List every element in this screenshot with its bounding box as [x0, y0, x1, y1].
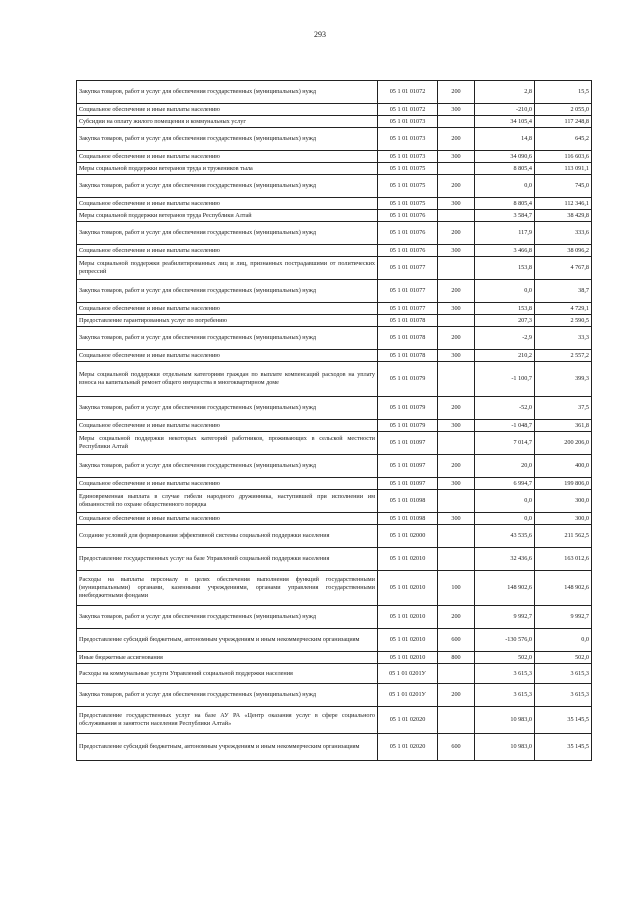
kbk-code-cell: 05 1 01 01077: [378, 257, 438, 280]
expense-type-cell: 300: [438, 350, 475, 362]
amount-change-cell: -1 048,7: [475, 420, 535, 432]
kbk-code-cell: 05 1 01 02010: [378, 606, 438, 629]
expense-type-cell: 200: [438, 684, 475, 707]
row-name-cell: Закупка товаров, работ и услуг для обеспечения государственных (муниципальных) нужд: [77, 175, 378, 198]
expense-type-cell: 600: [438, 629, 475, 652]
amount-change-cell: 117,9: [475, 222, 535, 245]
kbk-code-cell: 05 1 01 01098: [378, 513, 438, 525]
expense-type-cell: [438, 664, 475, 684]
kbk-code-cell: 05 1 01 01076: [378, 222, 438, 245]
amount-total-cell: 2 557,2: [535, 350, 592, 362]
amount-total-cell: 4 767,8: [535, 257, 592, 280]
amount-total-cell: 333,6: [535, 222, 592, 245]
amount-total-cell: 117 248,8: [535, 116, 592, 128]
amount-change-cell: 10 983,0: [475, 707, 535, 734]
amount-change-cell: 3 615,3: [475, 664, 535, 684]
amount-change-cell: -2,9: [475, 327, 535, 350]
row-name-cell: Закупка товаров, работ и услуг для обеспечения государственных (муниципальных) нужд: [77, 327, 378, 350]
row-name-cell: Предоставление субсидий бюджетным, автономным учреждениям и иным некоммерческим организациям: [77, 629, 378, 652]
expense-type-cell: 600: [438, 734, 475, 761]
expense-type-cell: 200: [438, 175, 475, 198]
row-name-cell: Предоставление государственных услуг на базе АУ РА «Центр оказания услуг в сфере социального обслуживания и занятости населения Республики Алтай»: [77, 707, 378, 734]
expense-type-cell: 300: [438, 420, 475, 432]
amount-total-cell: 211 562,5: [535, 525, 592, 548]
amount-change-cell: 34 105,4: [475, 116, 535, 128]
row-name-cell: Закупка товаров, работ и услуг для обеспечения государственных (муниципальных) нужд: [77, 128, 378, 151]
amount-change-cell: -130 576,0: [475, 629, 535, 652]
row-name-cell: Закупка товаров, работ и услуг для обеспечения государственных (муниципальных) нужд: [77, 280, 378, 303]
amount-change-cell: 10 983,0: [475, 734, 535, 761]
amount-total-cell: 148 902,6: [535, 571, 592, 606]
kbk-code-cell: 05 1 01 01097: [378, 455, 438, 478]
table-row: [77, 455, 592, 478]
row-name-cell: Единовременная выплата в случае гибели народного дружинника, наступившей при исполнении им обязанностей по охране общественного порядка: [77, 490, 378, 513]
row-name-cell: Меры социальной поддержки ветеранов труда и тружеников тыла: [77, 163, 378, 175]
amount-total-cell: 199 806,0: [535, 478, 592, 490]
kbk-code-cell: 05 1 01 01097: [378, 478, 438, 490]
amount-change-cell: 20,0: [475, 455, 535, 478]
kbk-code-cell: 05 1 01 01097: [378, 432, 438, 455]
amount-total-cell: 2 590,5: [535, 315, 592, 327]
amount-total-cell: 3 615,3: [535, 684, 592, 707]
amount-total-cell: 163 012,6: [535, 548, 592, 571]
amount-total-cell: 300,0: [535, 490, 592, 513]
kbk-code-cell: 05 1 01 01098: [378, 490, 438, 513]
row-name-cell: Предоставление государственных услуг на базе Управлений социальной поддержки населения: [77, 548, 378, 571]
expense-type-cell: [438, 548, 475, 571]
amount-change-cell: 210,2: [475, 350, 535, 362]
table-row: [77, 280, 592, 303]
amount-total-cell: 38 096,2: [535, 245, 592, 257]
amount-total-cell: 2 055,0: [535, 104, 592, 116]
kbk-code-cell: 05 1 01 01075: [378, 163, 438, 175]
row-name-cell: Субсидии на оплату жилого помещения и коммунальных услуг: [77, 116, 378, 128]
amount-total-cell: 3 615,3: [535, 664, 592, 684]
amount-total-cell: 116 603,6: [535, 151, 592, 163]
amount-total-cell: 35 145,5: [535, 734, 592, 761]
amount-total-cell: 35 145,5: [535, 707, 592, 734]
table-row: [77, 257, 592, 280]
kbk-code-cell: 05 1 01 01073: [378, 116, 438, 128]
expense-type-cell: 300: [438, 245, 475, 257]
table-row: [77, 606, 592, 629]
amount-change-cell: 14,8: [475, 128, 535, 151]
row-name-cell: Расходы на выплаты персоналу в целях обеспечения выполнения функций государственными (муниципальными) органами, казенными учреждениями, органами управления государственными внебюджетными фондами: [77, 571, 378, 606]
amount-change-cell: 0,0: [475, 513, 535, 525]
amount-total-cell: 37,5: [535, 397, 592, 420]
table-row: [77, 548, 592, 571]
amount-total-cell: 33,3: [535, 327, 592, 350]
expense-type-cell: 300: [438, 513, 475, 525]
amount-change-cell: 43 535,6: [475, 525, 535, 548]
table-row: [77, 652, 592, 664]
amount-total-cell: 399,3: [535, 362, 592, 397]
kbk-code-cell: 05 1 01 01078: [378, 327, 438, 350]
kbk-code-cell: 05 1 01 01077: [378, 303, 438, 315]
amount-change-cell: 7 014,7: [475, 432, 535, 455]
table-row: [77, 525, 592, 548]
table-row: [77, 513, 592, 525]
table-row: [77, 303, 592, 315]
kbk-code-cell: 05 1 01 02000: [378, 525, 438, 548]
kbk-code-cell: 05 1 01 01077: [378, 280, 438, 303]
kbk-code-cell: 05 1 01 01078: [378, 315, 438, 327]
amount-change-cell: 153,8: [475, 303, 535, 315]
amount-change-cell: 3 466,8: [475, 245, 535, 257]
amount-total-cell: 0,0: [535, 629, 592, 652]
amount-total-cell: 9 992,7: [535, 606, 592, 629]
table-row: [77, 397, 592, 420]
expense-type-cell: 200: [438, 128, 475, 151]
expense-type-cell: [438, 116, 475, 128]
table-row: [77, 478, 592, 490]
amount-change-cell: -210,0: [475, 104, 535, 116]
kbk-code-cell: 05 1 01 0201У: [378, 664, 438, 684]
amount-total-cell: 15,5: [535, 81, 592, 104]
row-name-cell: Социальное обеспечение и иные выплаты населению: [77, 350, 378, 362]
row-name-cell: Меры социальной поддержки отдельным категориям граждан по выплате компенсаций расходов на уплату взноса на капитальный ремонт общего имущества в многоквартирном доме: [77, 362, 378, 397]
table-row: [77, 151, 592, 163]
row-name-cell: Социальное обеспечение и иные выплаты населению: [77, 104, 378, 116]
amount-total-cell: 645,2: [535, 128, 592, 151]
row-name-cell: Социальное обеспечение и иные выплаты населению: [77, 420, 378, 432]
table-row: [77, 734, 592, 761]
table-row: [77, 315, 592, 327]
amount-change-cell: 153,8: [475, 257, 535, 280]
table-row: [77, 362, 592, 397]
kbk-code-cell: 05 1 01 01079: [378, 420, 438, 432]
row-name-cell: Расходы на коммунальные услуги Управлений социальной поддержки населения: [77, 664, 378, 684]
row-name-cell: Социальное обеспечение и иные выплаты населению: [77, 513, 378, 525]
kbk-code-cell: 05 1 01 01073: [378, 151, 438, 163]
amount-total-cell: 300,0: [535, 513, 592, 525]
kbk-code-cell: 05 1 01 01079: [378, 362, 438, 397]
row-name-cell: Социальное обеспечение и иные выплаты населению: [77, 151, 378, 163]
kbk-code-cell: 05 1 01 02020: [378, 734, 438, 761]
kbk-code-cell: 05 1 01 02010: [378, 629, 438, 652]
amount-change-cell: 9 992,7: [475, 606, 535, 629]
expense-type-cell: [438, 362, 475, 397]
amount-change-cell: 148 902,6: [475, 571, 535, 606]
table-row: [77, 81, 592, 104]
expense-type-cell: 200: [438, 327, 475, 350]
table-row: [77, 420, 592, 432]
kbk-code-cell: 05 1 01 02020: [378, 707, 438, 734]
page-number: 293: [314, 30, 326, 39]
table-row: [77, 490, 592, 513]
amount-change-cell: 0,0: [475, 490, 535, 513]
expense-type-cell: 200: [438, 606, 475, 629]
amount-change-cell: 34 090,6: [475, 151, 535, 163]
amount-change-cell: 8 805,4: [475, 163, 535, 175]
expense-type-cell: [438, 707, 475, 734]
amount-change-cell: 0,0: [475, 280, 535, 303]
amount-change-cell: 502,0: [475, 652, 535, 664]
amount-total-cell: 4 729,1: [535, 303, 592, 315]
amount-change-cell: 6 994,7: [475, 478, 535, 490]
row-name-cell: Закупка товаров, работ и услуг для обеспечения государственных (муниципальных) нужд: [77, 81, 378, 104]
row-name-cell: Закупка товаров, работ и услуг для обеспечения государственных (муниципальных) нужд: [77, 684, 378, 707]
expense-type-cell: 300: [438, 198, 475, 210]
row-name-cell: Закупка товаров, работ и услуг для обеспечения государственных (муниципальных) нужд: [77, 455, 378, 478]
row-name-cell: Социальное обеспечение и иные выплаты населению: [77, 478, 378, 490]
kbk-code-cell: 05 1 01 01073: [378, 128, 438, 151]
table-row: [77, 327, 592, 350]
amount-change-cell: 207,3: [475, 315, 535, 327]
table-row: [77, 707, 592, 734]
row-name-cell: Предоставление субсидий бюджетным, автономным учреждениям и иным некоммерческим организациям: [77, 734, 378, 761]
table-row: [77, 104, 592, 116]
expense-type-cell: 200: [438, 222, 475, 245]
expense-type-cell: [438, 163, 475, 175]
table-row: [77, 432, 592, 455]
amount-total-cell: 361,8: [535, 420, 592, 432]
expense-type-cell: 300: [438, 151, 475, 163]
row-name-cell: Социальное обеспечение и иные выплаты населению: [77, 303, 378, 315]
amount-change-cell: 3 584,7: [475, 210, 535, 222]
row-name-cell: Закупка товаров, работ и услуг для обеспечения государственных (муниципальных) нужд: [77, 606, 378, 629]
amount-change-cell: -52,0: [475, 397, 535, 420]
expense-type-cell: [438, 315, 475, 327]
budget-table-body: [77, 81, 592, 761]
row-name-cell: Меры социальной поддержки ветеранов труда Республики Алтай: [77, 210, 378, 222]
amount-total-cell: 200 206,0: [535, 432, 592, 455]
table-row: [77, 245, 592, 257]
table-row: [77, 664, 592, 684]
kbk-code-cell: 05 1 01 01076: [378, 245, 438, 257]
amount-total-cell: 502,0: [535, 652, 592, 664]
expense-type-cell: [438, 210, 475, 222]
amount-total-cell: 112 346,1: [535, 198, 592, 210]
table-row: [77, 128, 592, 151]
kbk-code-cell: 05 1 01 01075: [378, 175, 438, 198]
kbk-code-cell: 05 1 01 0201У: [378, 684, 438, 707]
kbk-code-cell: 05 1 01 02010: [378, 548, 438, 571]
amount-total-cell: 38 429,8: [535, 210, 592, 222]
kbk-code-cell: 05 1 01 02010: [378, 571, 438, 606]
kbk-code-cell: 05 1 01 01075: [378, 198, 438, 210]
expense-type-cell: 200: [438, 397, 475, 420]
amount-change-cell: 0,0: [475, 175, 535, 198]
table-row: [77, 175, 592, 198]
row-name-cell: Предоставление гарантированных услуг по погребению: [77, 315, 378, 327]
table-row: [77, 629, 592, 652]
budget-table: [76, 80, 592, 761]
table-row: [77, 198, 592, 210]
expense-type-cell: [438, 432, 475, 455]
table-row: [77, 571, 592, 606]
expense-type-cell: 300: [438, 303, 475, 315]
table-row: [77, 350, 592, 362]
expense-type-cell: 800: [438, 652, 475, 664]
amount-change-cell: -1 100,7: [475, 362, 535, 397]
row-name-cell: Иные бюджетные ассигнования: [77, 652, 378, 664]
kbk-code-cell: 05 1 01 01076: [378, 210, 438, 222]
kbk-code-cell: 05 1 01 01072: [378, 104, 438, 116]
row-name-cell: Закупка товаров, работ и услуг для обеспечения государственных (муниципальных) нужд: [77, 397, 378, 420]
amount-total-cell: 113 091,1: [535, 163, 592, 175]
expense-type-cell: 100: [438, 571, 475, 606]
row-name-cell: Закупка товаров, работ и услуг для обеспечения государственных (муниципальных) нужд: [77, 222, 378, 245]
expense-type-cell: 300: [438, 104, 475, 116]
table-row: [77, 116, 592, 128]
table-row: [77, 684, 592, 707]
table-row: [77, 210, 592, 222]
kbk-code-cell: 05 1 01 02010: [378, 652, 438, 664]
expense-type-cell: 200: [438, 280, 475, 303]
kbk-code-cell: 05 1 01 01072: [378, 81, 438, 104]
expense-type-cell: 300: [438, 478, 475, 490]
kbk-code-cell: 05 1 01 01078: [378, 350, 438, 362]
expense-type-cell: 200: [438, 81, 475, 104]
row-name-cell: Социальное обеспечение и иные выплаты населению: [77, 198, 378, 210]
row-name-cell: Меры социальной поддержки реабилитированных лиц и лиц, признанных пострадавшими от политических репрессий: [77, 257, 378, 280]
amount-change-cell: 32 436,6: [475, 548, 535, 571]
row-name-cell: Меры социальной поддержки некоторых категорий работников, проживающих в сельской местности Республики Алтай: [77, 432, 378, 455]
amount-total-cell: 38,7: [535, 280, 592, 303]
table-row: [77, 222, 592, 245]
row-name-cell: Создание условий для формирования эффективной системы социальной поддержки населения: [77, 525, 378, 548]
kbk-code-cell: 05 1 01 01079: [378, 397, 438, 420]
amount-total-cell: 400,0: [535, 455, 592, 478]
amount-change-cell: 2,8: [475, 81, 535, 104]
amount-change-cell: 3 615,3: [475, 684, 535, 707]
expense-type-cell: [438, 525, 475, 548]
expense-type-cell: 200: [438, 455, 475, 478]
table-row: [77, 163, 592, 175]
row-name-cell: Социальное обеспечение и иные выплаты населению: [77, 245, 378, 257]
amount-change-cell: 8 805,4: [475, 198, 535, 210]
amount-total-cell: 745,0: [535, 175, 592, 198]
expense-type-cell: [438, 490, 475, 513]
expense-type-cell: [438, 257, 475, 280]
